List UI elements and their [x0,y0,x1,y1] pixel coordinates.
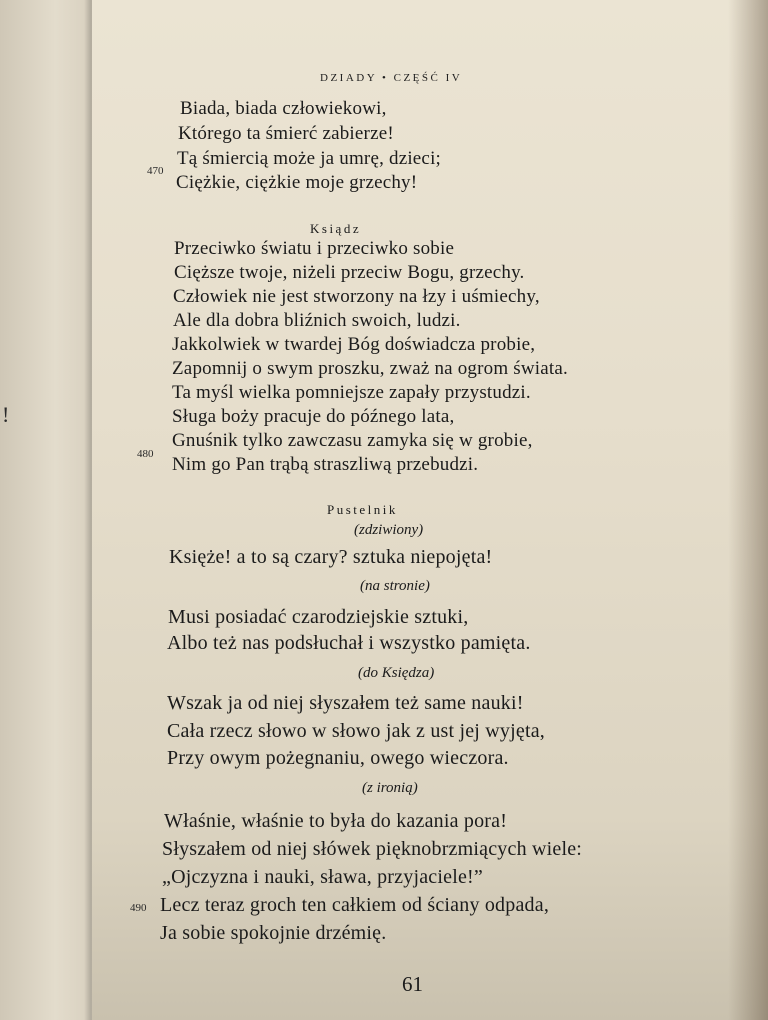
verse-line: Człowiek nie jest stworzony na łzy i uśmiechy, [173,286,540,307]
verse-line: Którego ta śmierć zabierze! [178,123,394,144]
verse-line: Musi posiadać czarodziejskie sztuki, [168,606,469,628]
verse-line: Ale dla dobra bliźnich swoich, ludzi. [173,310,461,331]
verse-line: Tą śmiercią może ja umrę, dzieci; [177,148,442,169]
verse-line: Sługa boży pracuje do późnego lata, [172,406,455,427]
verse-line: Jakkolwiek w twardej Bóg doświadcza probie, [172,334,536,355]
verse-line: „Ojczyzna i nauki, sława, przyjaciele!” [162,866,483,888]
verse-line: Lecz teraz groch ten całkiem od ściany odpada, [160,894,550,916]
line-number: 490 [130,902,147,914]
book-page [92,0,768,1020]
verse-line: Albo też nas podsłuchał i wszystko pamięta. [167,632,531,654]
verse-line: Nim go Pan trąbą straszliwą przebudzi. [172,454,479,475]
left-page-glyph: ! [2,402,10,427]
stage-direction: (zdziwiony) [354,522,424,538]
verse-line: Ja sobie spokojnie drzémię. [160,922,387,944]
stage-direction: (z ironią) [362,780,418,796]
verse-line: Cięższe twoje, niżeli przeciw Bogu, grzechy. [174,262,525,283]
verse-line: Słyszałem od niej słówek pięknobrzmiących wiele: [162,838,583,860]
verse-line: Przeciwko światu i przeciwko sobie [174,238,455,259]
line-number: 480 [137,448,154,460]
speaker-name: Ksiądz [310,221,362,236]
verse-line: Wszak ja od niej słyszałem też same nauki! [167,692,524,714]
verse-line: Księże! a to są czary? sztuka niepojęta! [169,546,493,568]
verse-line: Gnuśnik tylko zawczasu zamyka się w grobie, [172,430,533,451]
left-page-edge [0,0,92,1020]
line-number: 470 [147,165,164,177]
verse-line: Zapomnij o swym proszku, zważ na ogrom świata. [172,358,568,379]
verse-line: Przy owym pożegnaniu, owego wieczora. [167,747,509,769]
speaker-name: Pustelnik [327,502,398,517]
running-head: DZIADY • CZĘŚĆ IV [320,72,463,84]
page-number: 61 [402,972,423,996]
verse-line: Biada, biada człowiekowi, [180,98,387,119]
stage-direction: (do Księdza) [358,665,435,681]
verse-line: Ciężkie, ciężkie moje grzechy! [176,172,418,193]
verse-line: Cała rzecz słowo w słowo jak z ust jej wyjęta, [167,720,545,742]
verse-line: Ta myśl wielka pomniejsze zapały przystudzi. [172,382,531,403]
verse-line: Właśnie, właśnie to była do kazania pora! [164,810,508,832]
stage-direction: (na stronie) [360,578,430,594]
